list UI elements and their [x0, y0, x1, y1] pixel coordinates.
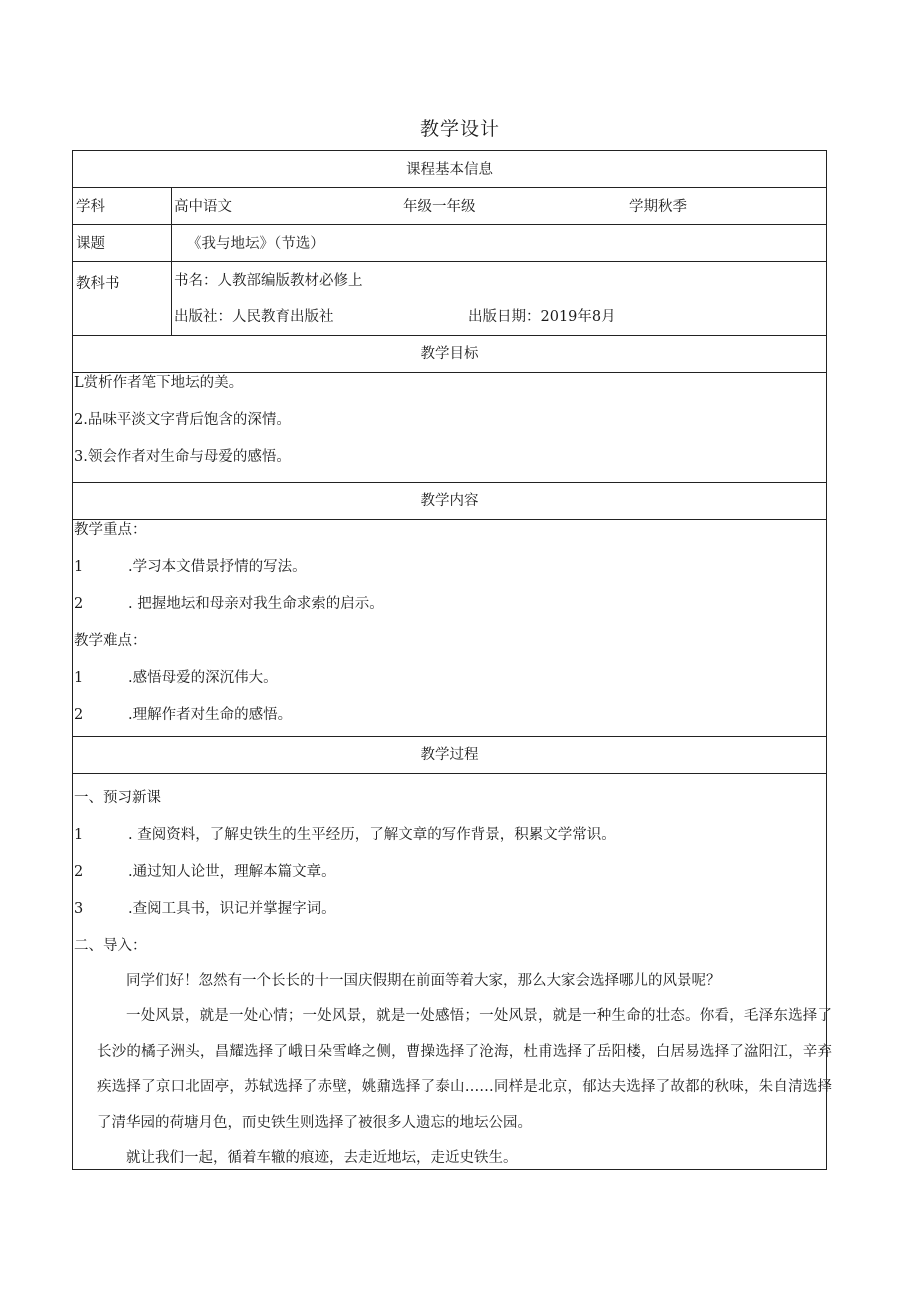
preview-item-text: . 查阅资料，了解史铁生的生平经历，了解文章的写作背景，积累文学常识。: [128, 827, 616, 843]
divider: [73, 187, 826, 188]
divider: [73, 736, 826, 737]
difficult-point-text: .感悟母爱的深沉伟大。: [128, 670, 278, 686]
objective-item: 3.领会作者对生命与母爱的感悟。: [74, 449, 291, 465]
column-divider: [171, 187, 172, 335]
key-point-text: . 把握地坛和母亲对我生命求索的启示。: [128, 596, 384, 612]
basic-info-header: 课程基本信息: [406, 162, 493, 178]
objective-item: L赏析作者笔下地坛的美。: [74, 375, 244, 391]
publication-date: 出版日期：2019年8月: [468, 309, 616, 325]
key-point-number: 2: [74, 596, 84, 612]
intro-paragraph: 就让我们一起，循着车辙的痕迹，去走近地坛，走近史铁生。: [126, 1150, 518, 1166]
difficult-points-label: 教学难点：: [74, 633, 147, 649]
document-title: 教学设计: [419, 118, 500, 140]
divider: [73, 224, 826, 225]
lesson-plan-table: [72, 150, 832, 1170]
intro-paragraph: 同学们好！忽然有一个长长的十一国庆假期在前面等着大家，那么大家会选择哪儿的风景呢？: [126, 973, 721, 989]
divider: [73, 261, 826, 262]
divider: [73, 482, 826, 483]
divider: [73, 335, 826, 336]
book-name: 书名：人教部编版教材必修上: [174, 273, 363, 289]
intro-paragraph: 一处风景，就是一处心情；一处风景，就是一处感悟；一处风景，就是一种生命的壮态。你看，毛泽东选择了长沙的橘子洲头，昌耀选择了峨日朵雪峰之侧，曹操选择了沧海，杜甫选择了岳阳楼，白居易选择了湓阳江，辛弃疾选择了京口北固亭，苏轼选择了赤壁，姚鼐选择了泰山……同样是北京，郁达夫选择了故都的秋味，朱自清选择了清华园的荷塘月色，而史铁生则选择了被很多人遗忘的地坛公园。: [97, 1008, 832, 1131]
preview-item-number: 2: [74, 864, 84, 880]
subject-label: 学科: [76, 199, 105, 215]
divider: [73, 519, 826, 520]
divider: [73, 773, 826, 774]
grade-value: 年级一年级: [403, 199, 476, 215]
process-header: 教学过程: [420, 747, 479, 763]
preview-item-text: .查阅工具书，识记并掌握字词。: [128, 901, 336, 917]
key-point-text: .学习本文借景抒情的写法。: [128, 559, 307, 575]
preview-item-number: 1: [74, 827, 84, 843]
key-point-number: 1: [74, 559, 84, 575]
term-value: 学期秋季: [629, 199, 687, 215]
difficult-point-number: 2: [74, 707, 84, 723]
difficult-point-number: 1: [74, 670, 84, 686]
textbook-label: 教科书: [76, 276, 120, 292]
preview-item-number: 3: [74, 901, 84, 917]
topic-value: 《我与地坛》（节选）: [187, 236, 325, 252]
objective-item: 2.品味平淡文字背后饱含的深情。: [74, 412, 291, 428]
key-points-label: 教学重点：: [74, 522, 147, 538]
publisher: 出版社：人民教育出版社: [174, 309, 334, 325]
section-title: 二、导入：: [74, 938, 147, 954]
objectives-header: 教学目标: [420, 346, 479, 362]
topic-label: 课题: [76, 236, 105, 252]
section-title: 一、预习新课: [74, 790, 161, 806]
difficult-point-text: .理解作者对生命的感悟。: [128, 707, 293, 723]
content-header: 教学内容: [420, 493, 479, 509]
preview-item-text: .通过知人论世，理解本篇文章。: [128, 864, 336, 880]
subject-value: 高中语文: [174, 199, 232, 215]
